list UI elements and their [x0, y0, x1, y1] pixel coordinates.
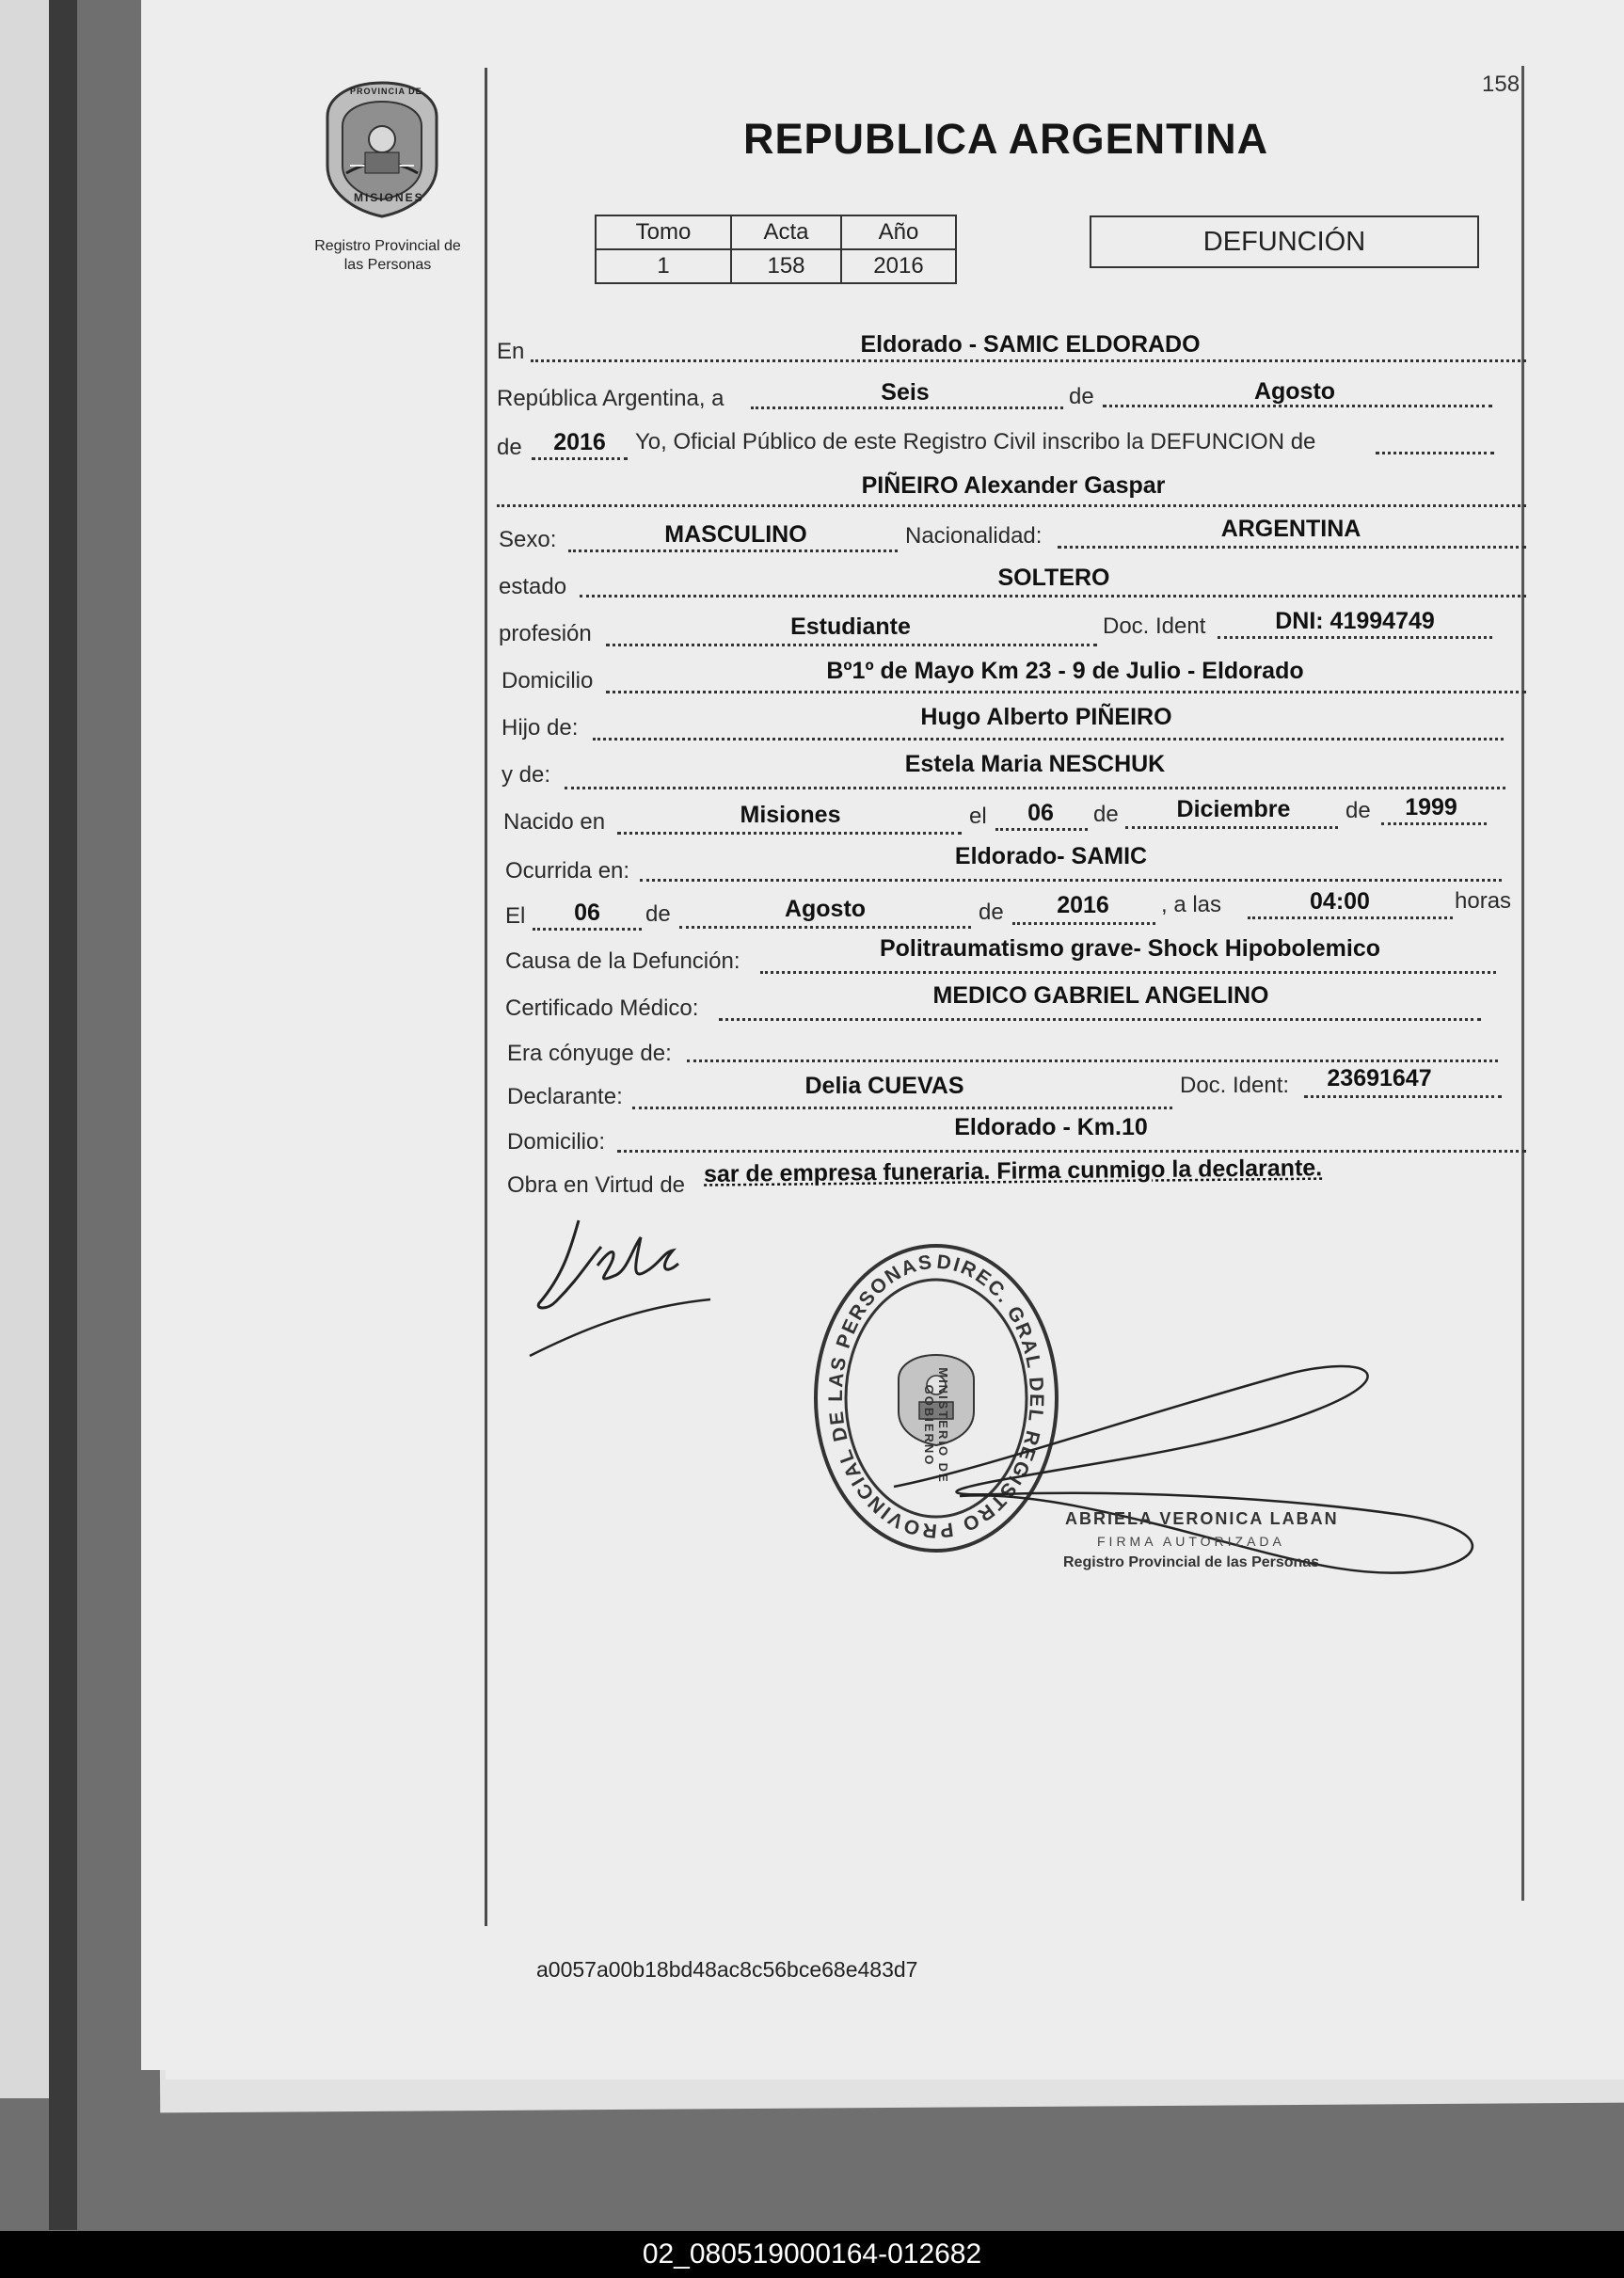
header-tomo: Tomo [596, 215, 731, 249]
value-anio: 2016 [841, 249, 956, 283]
seal-ring-text: DIREC. GRAL DEL REGISTRO PROVINCIAL DE LAS PERSONAS [824, 1251, 1048, 1542]
label-domicilio: Domicilio [502, 668, 594, 693]
margin-rule [485, 68, 487, 1926]
dotted-line [568, 550, 898, 552]
registry-caption [294, 237, 482, 275]
label-de: de [645, 901, 671, 927]
label-conyuge: Era cónyuge de: [507, 1041, 672, 1066]
dotted-line [995, 828, 1088, 831]
declarant-signature [522, 1209, 720, 1360]
field-ocurrida-en: Eldorado- SAMIC [954, 843, 1148, 869]
label-ocurrida-en: Ocurrida en: [505, 858, 630, 884]
label-certificado: Certificado Médico: [505, 996, 699, 1021]
field-declarante: Delia CUEVAS [804, 1073, 964, 1099]
label-el: el [969, 804, 987, 829]
label-causa: Causa de la Defunción: [505, 948, 740, 974]
label-declarante: Declarante: [507, 1084, 623, 1109]
label-doc-ident-2: Doc. Ident: [1180, 1073, 1290, 1098]
label-obra-en-virtud: Obra en Virtud de [507, 1172, 686, 1198]
field-doc-ident: DNI: 41994749 [1275, 608, 1435, 634]
page-number: 158 [1482, 72, 1521, 97]
label-profesion: profesión [499, 621, 592, 646]
dotted-line [760, 971, 1496, 974]
label-de: de [1345, 798, 1371, 823]
dotted-line [617, 832, 962, 835]
field-dia-registro: Seis [881, 379, 930, 406]
field-declarante-domicilio: Eldorado - Km.10 [954, 1114, 1148, 1140]
record-table [595, 215, 957, 284]
field-estado: SOLTERO [997, 565, 1110, 591]
field-madre: Estela Maria NESCHUK [904, 751, 1166, 777]
header-acta: Acta [731, 215, 841, 249]
dotted-line [580, 595, 1526, 597]
label-nacionalidad: Nacionalidad: [905, 523, 1043, 549]
dotted-line [606, 691, 1526, 693]
field-causa: Politraumatismo grave- Shock Hipobolemico [879, 935, 1381, 962]
field-padre: Hugo Alberto PIÑEIRO [920, 704, 1172, 730]
field-obra-en-virtud: sar de empresa funeraria. Firma cunmigo la declarante. [703, 1155, 1323, 1187]
dotted-line [1304, 1095, 1502, 1098]
field-certificado: MEDICO GABRIEL ANGELINO [932, 982, 1269, 1009]
label-yo-oficial: Yo, Oficial Público de este Registro Civil inscribo la DEFUNCION de [635, 429, 1316, 454]
document-page [141, 0, 1624, 2070]
label-de: de [1093, 802, 1119, 827]
seal-inner-text: MINISTERIO DE GOBIERNO [922, 1367, 950, 1484]
label-doc-ident: Doc. Ident [1103, 613, 1206, 639]
label-sexo: Sexo: [499, 527, 557, 552]
label-horas: horas [1455, 888, 1512, 914]
field-nacido-en: Misiones [740, 802, 841, 828]
dotted-line [593, 738, 1504, 741]
field-declarante-doc: 23691647 [1327, 1065, 1432, 1091]
field-domicilio: Bº1º de Mayo Km 23 - 9 de Julio - Eldorado [826, 658, 1304, 684]
field-anio-registro: 2016 [553, 429, 606, 455]
field-nacionalidad: ARGENTINA [1220, 516, 1361, 542]
field-def-dia: 06 [574, 900, 600, 926]
background-gap [49, 0, 77, 2230]
dotted-line [1376, 452, 1494, 454]
field-def-mes: Agosto [784, 896, 867, 922]
dotted-line [497, 504, 1526, 507]
dotted-line [719, 1018, 1481, 1021]
label-republica: República Argentina, a [497, 386, 724, 411]
right-margin-rule [1521, 66, 1524, 1901]
dotted-line [533, 928, 642, 931]
background-left-sheet [0, 0, 49, 2098]
label-hijo-de: Hijo de: [502, 715, 579, 741]
dotted-line [640, 879, 1502, 882]
official-name: ABRIELA VERONICA LABAN [1065, 1509, 1339, 1528]
dotted-line [606, 644, 1097, 646]
official-office: Registro Provincial de las Personas [1063, 1554, 1320, 1570]
field-nombre-difunto: PIÑEIRO Alexander Gaspar [861, 472, 1166, 499]
dotted-line [679, 926, 971, 929]
dotted-line [565, 787, 1505, 789]
value-acta: 158 [731, 249, 841, 283]
field-def-anio: 2016 [1057, 892, 1109, 918]
dotted-line [532, 457, 628, 460]
logo-text-bottom: MISIONES [354, 191, 424, 204]
field-profesion: Estudiante [790, 613, 911, 640]
table-header-row [596, 215, 956, 249]
label-de: de [1069, 384, 1094, 409]
label-y-de: y de: [502, 762, 551, 788]
registry-caption-line: las Personas [343, 257, 432, 273]
dotted-line [1012, 922, 1155, 925]
table-row [596, 249, 956, 283]
value-tomo: 1 [596, 249, 731, 283]
label-estado: estado [499, 574, 567, 599]
dotted-line [1058, 546, 1526, 549]
dotted-line [751, 406, 1063, 409]
dotted-line [632, 1107, 1172, 1109]
dotted-line [1125, 826, 1338, 829]
label-de: de [497, 435, 522, 460]
label-de: de [979, 900, 1004, 925]
dotted-line [1381, 822, 1487, 825]
field-mes-registro: Agosto [1253, 378, 1336, 405]
label-a-las: , a las [1161, 892, 1222, 917]
dotted-line [687, 1059, 1498, 1062]
dotted-line [531, 359, 1526, 362]
dotted-line [1248, 916, 1453, 919]
field-sexo: MASCULINO [664, 521, 807, 548]
document-hash: a0057a00b18bd48ac8c56bce68e483d7 [536, 1957, 918, 1982]
official-role: FIRMA AUTORIZADA [1097, 1534, 1285, 1549]
logo-text-top: PROVINCIA DE [350, 87, 422, 96]
header-anio: Año [841, 215, 956, 249]
dotted-line [1218, 636, 1492, 639]
field-lugar: Eldorado - SAMIC ELDORADO [860, 331, 1201, 358]
field-def-hora: 04:00 [1310, 888, 1370, 915]
label-el-cap: El [505, 903, 526, 929]
field-nac-mes: Diciembre [1176, 796, 1291, 822]
field-nac-dia: 06 [1027, 800, 1054, 826]
label-nacido-en: Nacido en [503, 809, 606, 835]
field-nac-anio: 1999 [1405, 794, 1457, 820]
registry-caption-line: Registro Provincial de [314, 238, 461, 254]
label-domicilio-2: Domicilio: [507, 1129, 606, 1155]
page-title: REPUBLICA ARGENTINA [743, 115, 1269, 163]
footer-id-bar [0, 2231, 1624, 2278]
label-en: En [497, 339, 525, 364]
record-type-box: DEFUNCIÓN [1090, 215, 1479, 268]
footer-id: 02_080519000164-012682 [642, 2238, 982, 2270]
dotted-line [617, 1150, 1526, 1153]
